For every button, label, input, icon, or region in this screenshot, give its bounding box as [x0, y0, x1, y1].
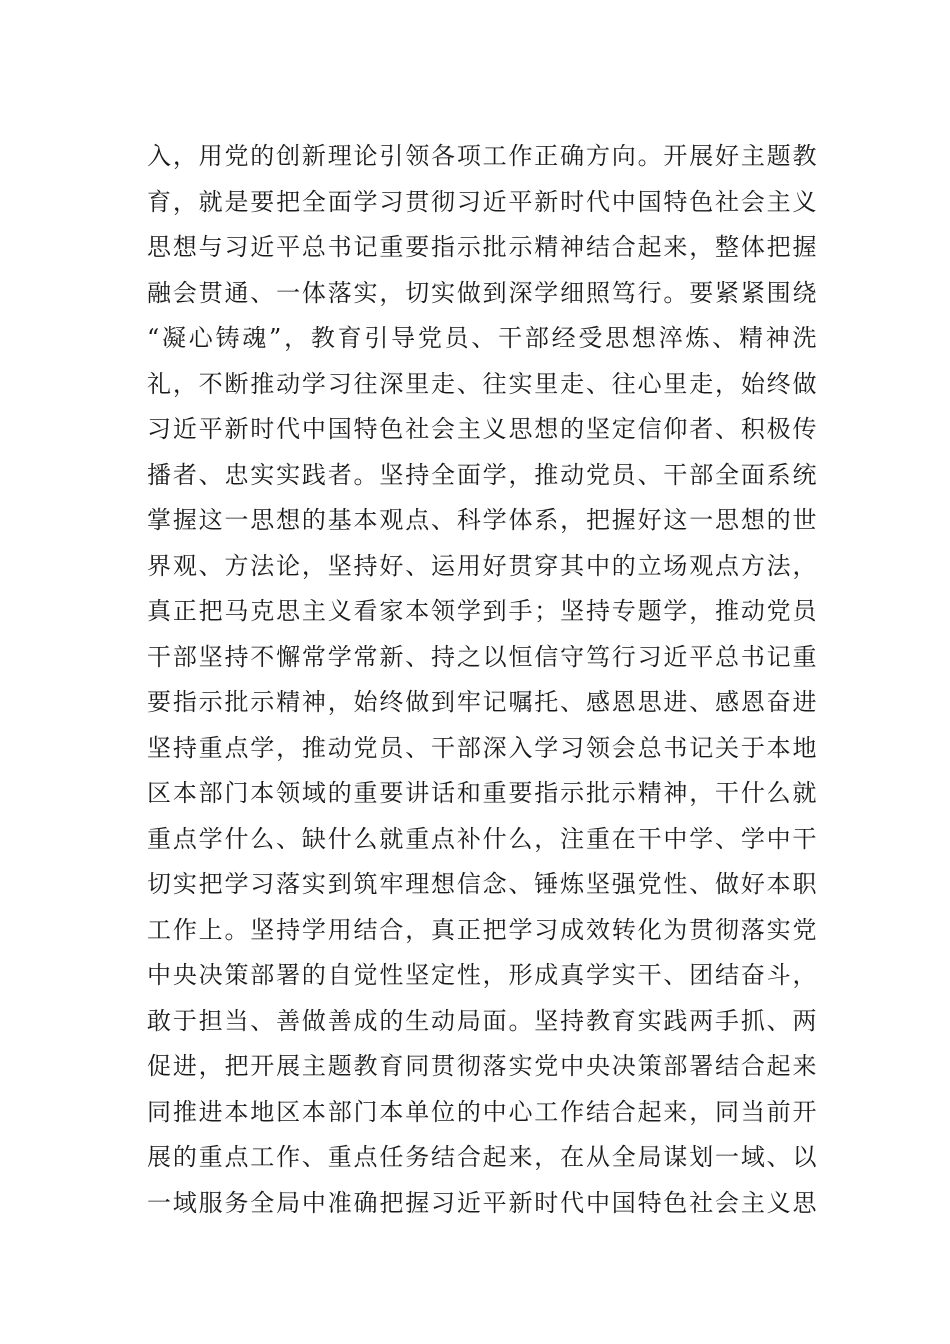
text-line-2: 育，就是要把全面学习贯彻习近平新时代中国特色社会主义: [147, 187, 817, 216]
text-line-14: 坚持重点学，推动党员、干部深入学习领会总书记关于本地: [147, 733, 817, 762]
text-line-23: 展的重点工作、重点任务结合起来，在从全局谋划一域、以: [147, 1143, 817, 1171]
text-line-4: 融会贯通、一体落实，切实做到深学细照笃行。要紧紧围绕: [147, 278, 817, 307]
text-line-7: 习近平新时代中国特色社会主义思想的坚定信仰者、积极传: [147, 415, 817, 443]
text-line-13: 要指示批示精神，始终做到牢记嘱托、感恩思进、感恩奋进: [147, 688, 817, 716]
text-line-22: 同推进本地区本部门本单位的中心工作结合起来，同当前开: [147, 1097, 817, 1126]
text-line-15: 区本部门本领域的重要讲话和重要指示批示精神，干什么就: [147, 779, 817, 807]
body-paragraph: [147, 134, 817, 1226]
text-line-21: 促进，把开展主题教育同贯彻落实党中央决策部署结合起来: [147, 1052, 817, 1080]
text-line-3: 思想与习近平总书记重要指示批示精神结合起来，整体把握: [147, 233, 817, 261]
text-line-17: 切实把学习落实到筑牢理想信念、锤炼坚强党性、做好本职: [147, 870, 817, 898]
text-line-19: 中央决策部署的自觉性坚定性，形成真学实干、团结奋斗，: [147, 961, 817, 989]
text-line-16: 重点学什么、缺什么就重点补什么，注重在干中学、学中干: [147, 824, 817, 853]
text-line-1: 入，用党的创新理论引领各项工作正确方向。开展好主题教: [147, 142, 817, 170]
text-line-10: 界观、方法论，坚持好、运用好贯穿其中的立场观点方法，: [147, 551, 817, 580]
text-line-24: 一域服务全局中准确把握习近平新时代中国特色社会主义思: [147, 1188, 817, 1217]
text-line-11: 真正把马克思主义看家本领学到手；坚持专题学，推动党员: [147, 597, 817, 625]
text-line-18: 工作上。坚持学用结合，真正把学习成效转化为贯彻落实党: [147, 915, 817, 944]
text-line-5: “凝心铸魂”，教育引导党员、干部经受思想淬炼、精神洗: [147, 324, 817, 352]
text-line-8: 播者、忠实实践者。坚持全面学，推动党员、干部全面系统: [147, 460, 817, 489]
text-line-9: 掌握这一思想的基本观点、科学体系，把握好这一思想的世: [147, 506, 817, 534]
text-line-20: 敢于担当、善做善成的生动局面。坚持教育实践两手抓、两: [147, 1006, 817, 1035]
text-line-6: 礼，不断推动学习往深里走、往实里走、往心里走，始终做: [147, 369, 817, 398]
text-line-12: 干部坚持不懈常学常新、持之以恒信守笃行习近平总书记重: [147, 642, 817, 671]
